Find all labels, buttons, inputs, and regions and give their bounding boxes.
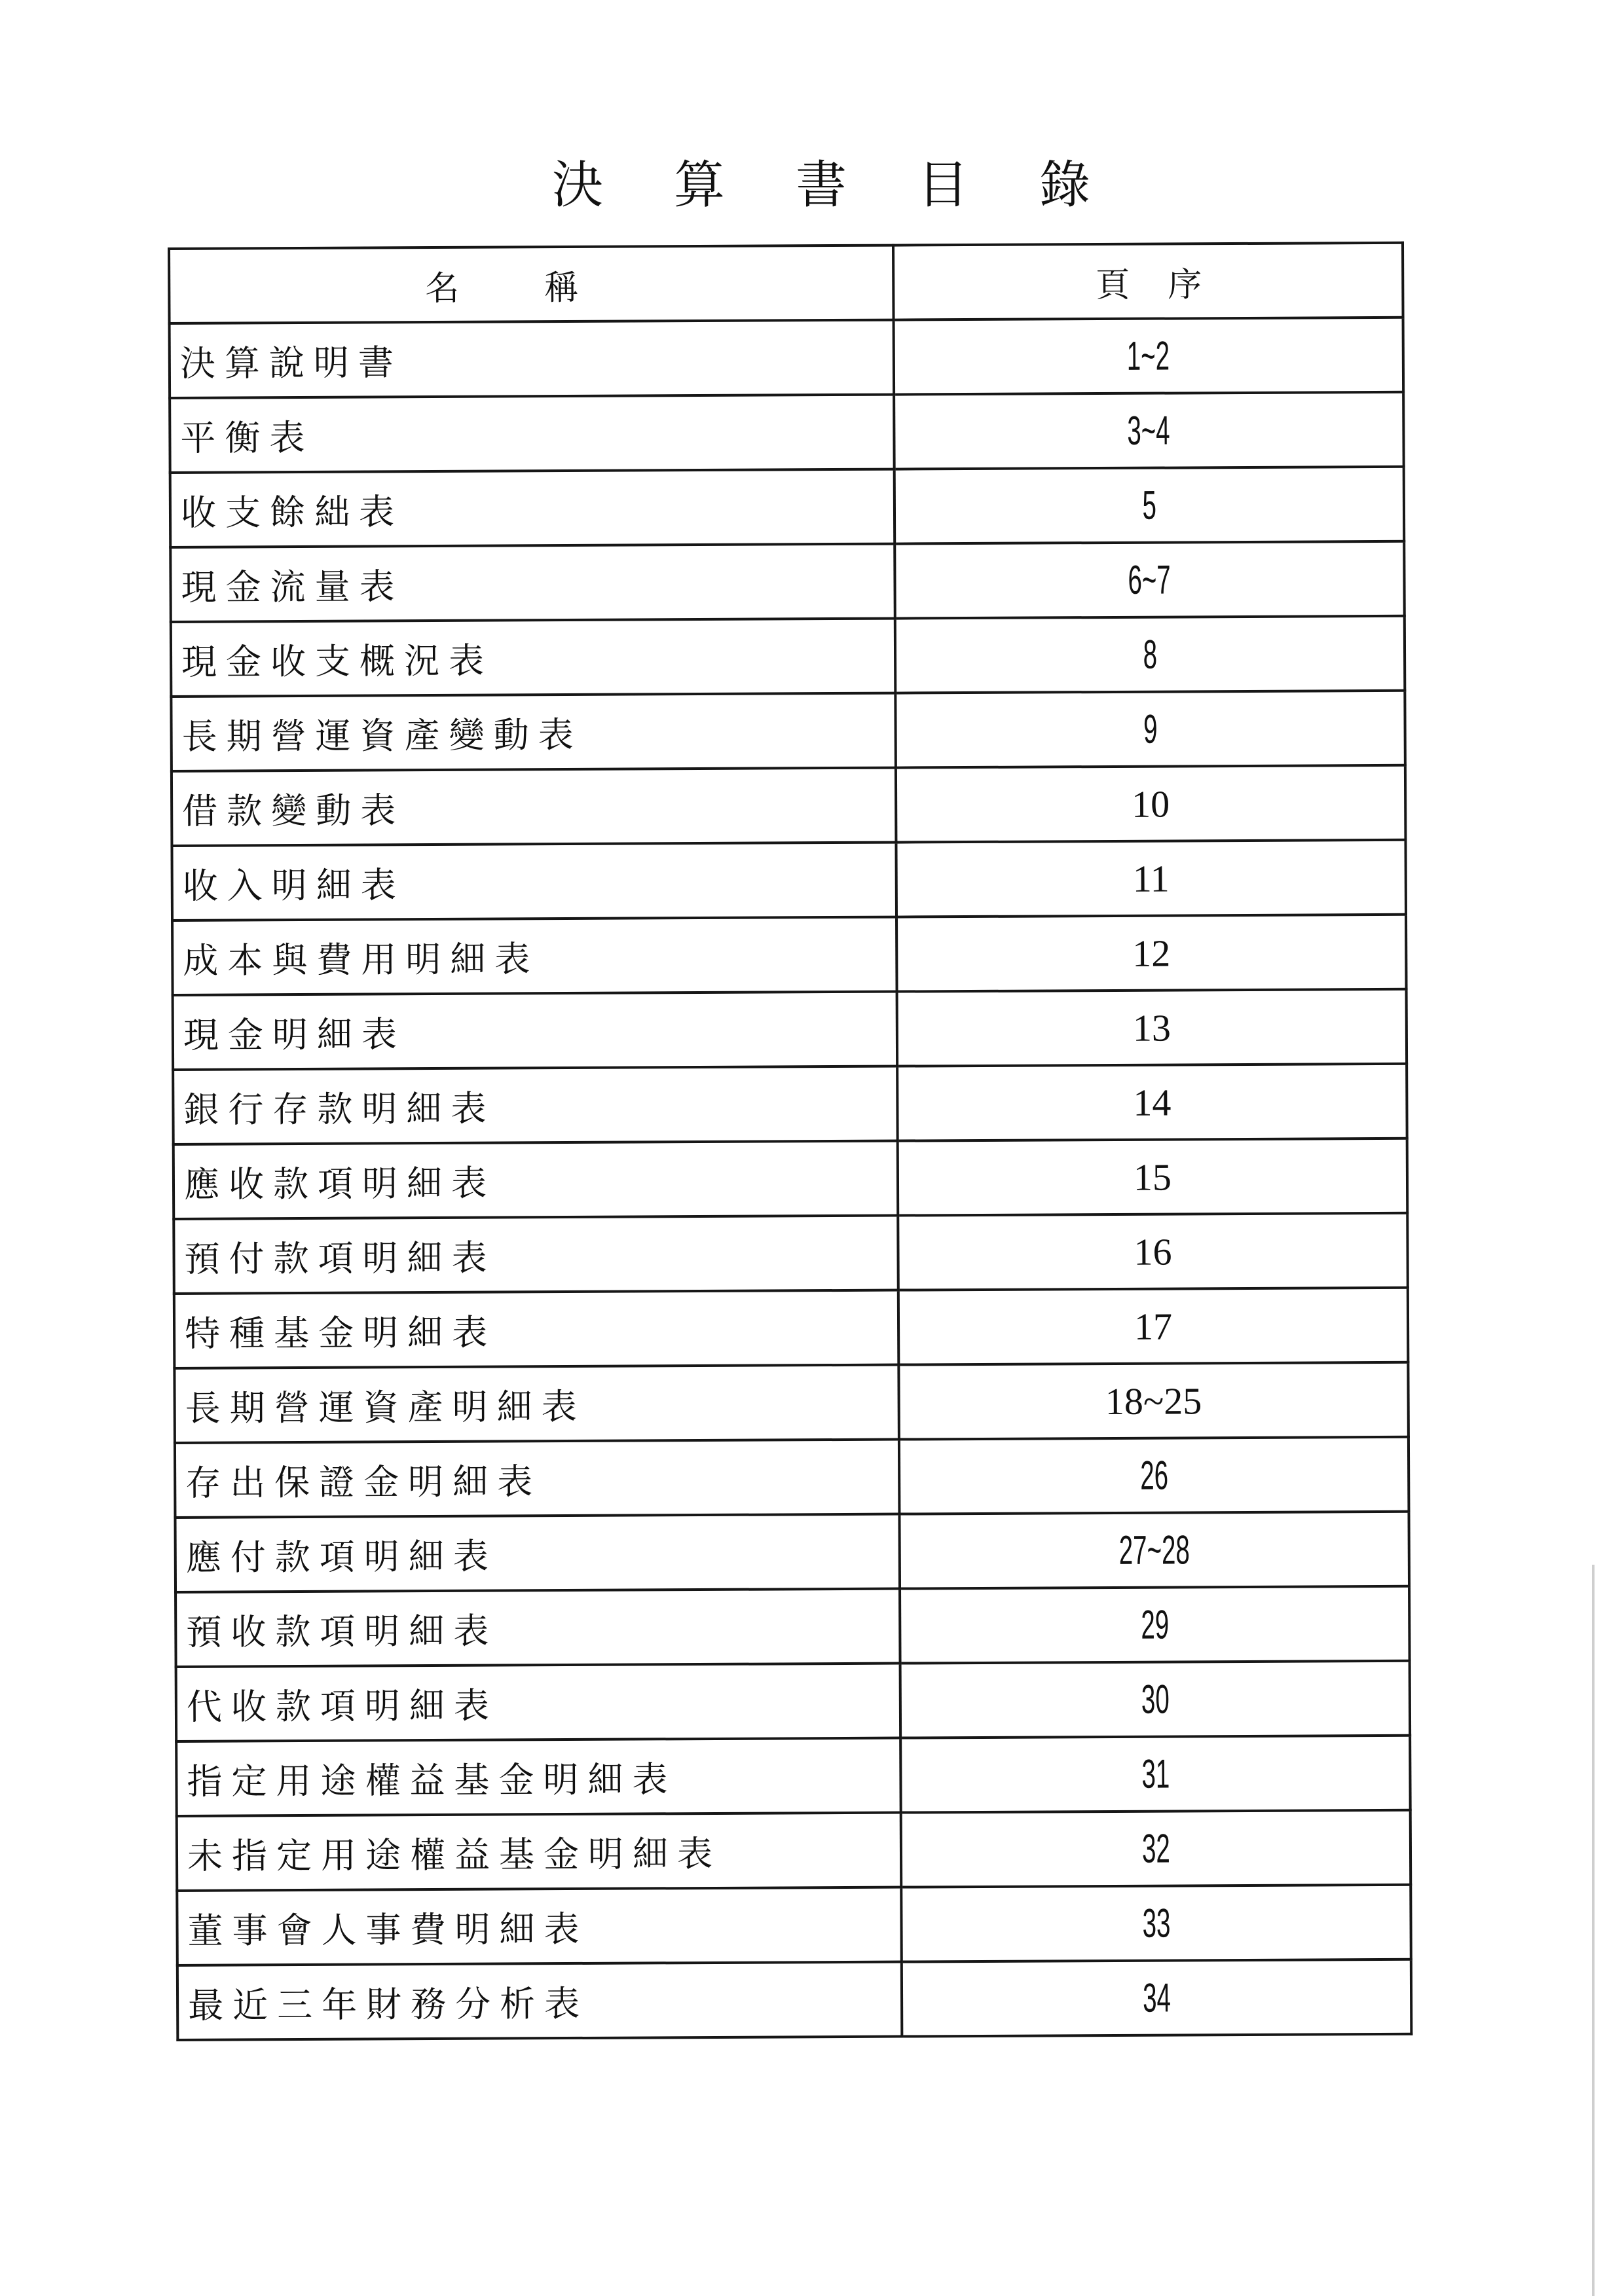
table-row bbox=[174, 1213, 1408, 1294]
page-number: 31 bbox=[1141, 1751, 1170, 1797]
table-row bbox=[170, 467, 1405, 547]
table-row bbox=[177, 1885, 1411, 1965]
page-number: 34 bbox=[1142, 1975, 1171, 2021]
toc-item-name: 最近三年財務分析表 bbox=[177, 1962, 902, 2040]
page-number: 5 bbox=[1142, 483, 1156, 528]
table-row bbox=[170, 392, 1404, 473]
toc-item-page bbox=[900, 1586, 1410, 1664]
table-row bbox=[172, 840, 1406, 920]
table-row bbox=[174, 1362, 1409, 1443]
toc-item-name: 應收款項明細表 bbox=[174, 1141, 898, 1219]
page-number: 16 bbox=[1134, 1230, 1172, 1273]
table-row bbox=[173, 1064, 1407, 1144]
page-number: 27~28 bbox=[1118, 1527, 1190, 1573]
toc-item-page bbox=[902, 1959, 1412, 2037]
column-header-page: 頁序 bbox=[893, 243, 1403, 320]
toc-item-name: 平衡表 bbox=[170, 395, 895, 473]
toc-item-page bbox=[896, 765, 1406, 843]
toc-item-name: 收入明細表 bbox=[172, 843, 896, 920]
toc-item-name: 成本與費用明細表 bbox=[172, 917, 897, 995]
toc-item-name: 董事會人事費明細表 bbox=[177, 1887, 902, 1965]
page-title: 決算書目錄 bbox=[551, 156, 1161, 215]
toc-item-name: 特種基金明細表 bbox=[174, 1290, 899, 1368]
page-number: 14 bbox=[1133, 1081, 1172, 1124]
toc-item-name: 現金流量表 bbox=[170, 544, 895, 622]
table-row bbox=[170, 318, 1404, 398]
page-number: 1~2 bbox=[1127, 333, 1170, 379]
table-row bbox=[177, 1959, 1412, 2040]
toc-item-page bbox=[898, 1288, 1409, 1365]
toc-item-name: 指定用途權益基金明細表 bbox=[176, 1738, 901, 1816]
table-row bbox=[174, 1139, 1408, 1219]
table-row bbox=[171, 616, 1405, 697]
table-row bbox=[174, 1288, 1409, 1368]
page-number: 17 bbox=[1134, 1305, 1173, 1348]
toc-item-page bbox=[898, 1139, 1408, 1216]
table-row bbox=[176, 1736, 1411, 1816]
page-number: 32 bbox=[1141, 1826, 1170, 1872]
toc-item-page bbox=[894, 318, 1404, 395]
toc-item-name: 預收款項明細表 bbox=[175, 1589, 900, 1667]
toc-item-page bbox=[899, 1512, 1409, 1589]
toc-item-name: 長期營運資產變動表 bbox=[171, 693, 896, 771]
page-number: 29 bbox=[1140, 1602, 1169, 1648]
toc-item-name: 收支餘絀表 bbox=[170, 469, 895, 547]
toc-item-page bbox=[895, 541, 1405, 619]
toc-item-name: 現金明細表 bbox=[173, 992, 898, 1070]
page-number: 26 bbox=[1139, 1453, 1168, 1499]
page-number: 8 bbox=[1143, 632, 1157, 678]
table-header-row bbox=[169, 243, 1403, 323]
table-row bbox=[175, 1437, 1409, 1518]
table-row bbox=[175, 1512, 1409, 1592]
toc-item-page bbox=[898, 1213, 1408, 1290]
column-header-name: 名稱 bbox=[169, 246, 894, 323]
table-row bbox=[176, 1661, 1411, 1741]
table-of-contents bbox=[168, 242, 1412, 2041]
toc-item-page bbox=[897, 989, 1407, 1066]
toc-item-page bbox=[896, 840, 1406, 917]
page-number: 3~4 bbox=[1127, 408, 1171, 454]
toc-item-page bbox=[900, 1736, 1411, 1813]
toc-item-name: 借款變動表 bbox=[172, 768, 896, 846]
table-row bbox=[172, 915, 1407, 995]
toc-item-name: 銀行存款明細表 bbox=[173, 1066, 898, 1144]
table-row bbox=[171, 691, 1405, 771]
toc-item-name: 存出保證金明細表 bbox=[175, 1440, 900, 1518]
page-number: 11 bbox=[1132, 857, 1170, 900]
toc-item-page bbox=[900, 1661, 1411, 1738]
toc-item-name: 應付款項明細表 bbox=[175, 1514, 900, 1592]
toc-item-name: 現金收支概況表 bbox=[171, 619, 896, 697]
page-number: 9 bbox=[1143, 706, 1158, 752]
toc-item-name: 預付款項明細表 bbox=[174, 1216, 898, 1294]
scan-artifact-line bbox=[1592, 1565, 1595, 2296]
toc-item-page bbox=[895, 467, 1405, 544]
toc-item-page bbox=[895, 691, 1405, 768]
page-number: 18~25 bbox=[1105, 1379, 1202, 1423]
table-row bbox=[177, 1810, 1411, 1891]
toc-item-name: 長期營運資產明細表 bbox=[174, 1365, 899, 1443]
table-row bbox=[175, 1586, 1410, 1667]
page-number: 15 bbox=[1133, 1156, 1172, 1199]
toc-item-page bbox=[896, 915, 1407, 992]
page-number: 30 bbox=[1141, 1677, 1170, 1722]
page-number: 10 bbox=[1132, 782, 1170, 826]
table-row bbox=[172, 765, 1406, 846]
page-number: 6~7 bbox=[1128, 557, 1172, 603]
table-body bbox=[170, 318, 1412, 2040]
toc-item-name: 代收款項明細表 bbox=[176, 1664, 901, 1741]
toc-item-page bbox=[895, 616, 1405, 693]
page-number: 12 bbox=[1132, 932, 1171, 975]
toc-item-name: 未指定用途權益基金明細表 bbox=[177, 1813, 902, 1891]
page-number: 13 bbox=[1132, 1006, 1171, 1049]
toc-item-page bbox=[901, 1885, 1411, 1962]
toc-item-name: 決算說明書 bbox=[170, 320, 895, 398]
table-row bbox=[173, 989, 1407, 1070]
toc-item-page bbox=[897, 1064, 1407, 1141]
toc-item-page bbox=[898, 1362, 1409, 1440]
page-number: 33 bbox=[1141, 1901, 1171, 1946]
toc-item-page bbox=[899, 1437, 1409, 1514]
toc-item-page bbox=[901, 1810, 1411, 1887]
table-row bbox=[170, 541, 1405, 622]
toc-item-page bbox=[894, 392, 1404, 469]
